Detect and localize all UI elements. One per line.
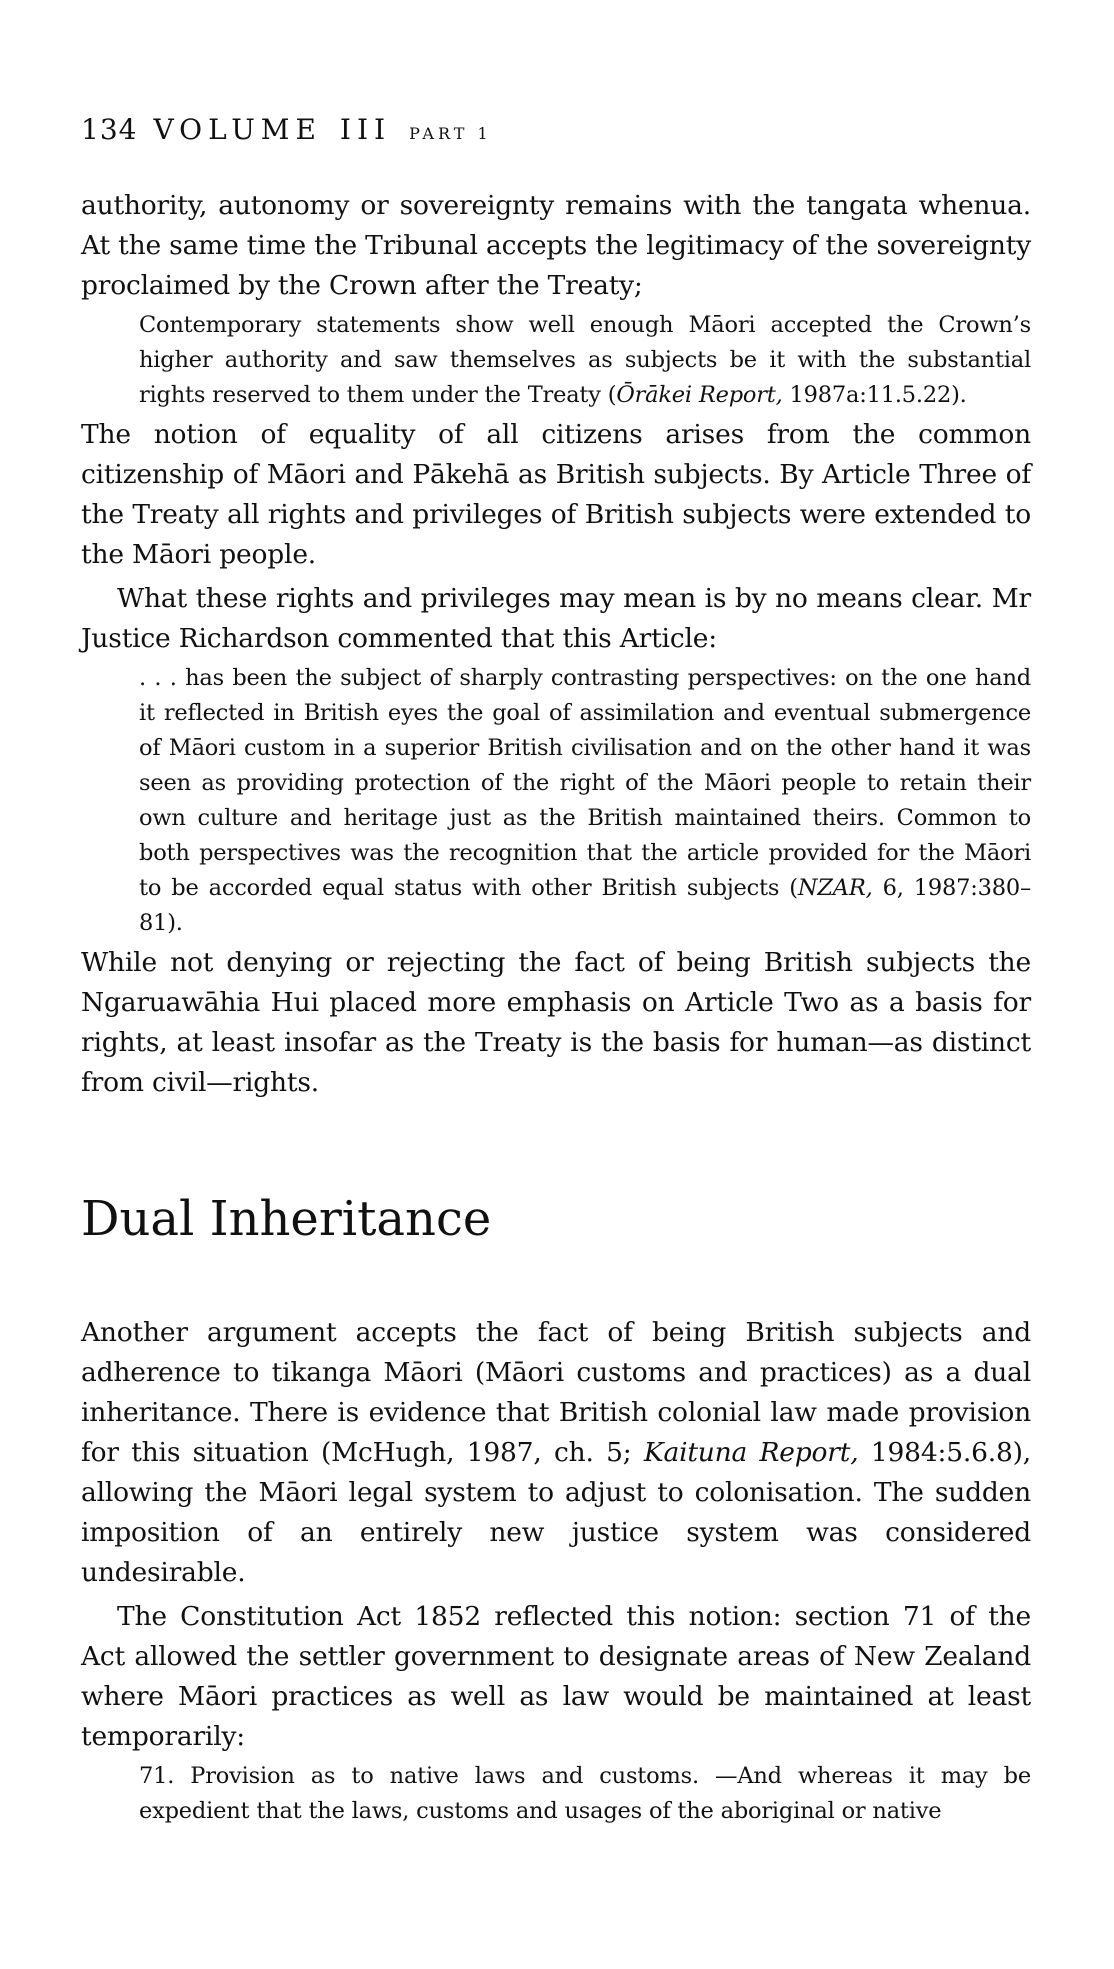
part-label: PART 1 [409,124,492,143]
paragraph-2: The notion of equality of all citizens arises from the common citizenship of Māori and Pākehā as British subjects. By Article Three of the Treaty all rights and privileges of British subjects were extended to the Māori people. [81,419,1031,570]
volume-label: VOLUME [153,113,322,146]
paragraph-5-tail: 1984:5.6.8), allowing the Māori legal system to adjust to colonisation. The sudden imposition of an entirely new justice system was considered undesirable. [81,1437,1032,1588]
paragraph-1: authority, autonomy or sovereignty remains with the tangata whenua. At the same time the Tribunal accepts the legitimacy of the sovereignty proclaimed by the Crown after the Treaty; [81,190,1031,301]
paragraph-5-citation: Kaituna Report, [643,1437,859,1468]
document-page [81,112,1031,1831]
block-quote-2-tail: 6, 1987:380–81). [139,875,1031,936]
paragraph-6: The Constitution Act 1852 reflected this notion: section 71 of the Act allowed the settler government to designate areas of New Zealand where Māori practices as well as law would be maintained at least temporarily: [81,1601,1031,1752]
block-quote-1 [81,308,1031,413]
running-head [81,112,1031,152]
paragraph-4: While not denying or rejecting the fact of being British subjects the Ngaruawāhia Hui placed more emphasis on Article Two as a basis for rights, at least insofar as the Treaty is the basis for human—as distinct from civil—rights. [81,947,1031,1098]
block-quote-1-citation: Ōrākei Report, [616,382,783,408]
volume-number: III [339,113,392,146]
paragraph-5-text: Another argument accepts the fact of being British subjects and adherence to tikanga Māori (Māori customs and practices) as a dual inheritance. There is evidence that British colonial law made provision for this situation (McHugh, 1987, ch. 5; [81,1317,1031,1468]
block-quote-1-tail: 1987a:11.5.22). [782,382,967,408]
block-quote-3: 71. Provision as to native laws and customs. —And whereas it may be expedient that the laws, customs and usages of the aboriginal or native [139,1763,1031,1824]
section-heading: Dual Inheritance [81,1191,492,1247]
paragraph-3: What these rights and privileges may mean is by no means clear. Mr Justice Richardson commented that this Article: [81,583,1031,654]
paragraph-5 [81,1313,1031,1593]
block-quote-1-text: Contemporary statements show well enough Māori accepted the Crown’s higher authority and saw themselves as subjects be it with the substantial rights reserved to them under the Treaty ( [139,312,1031,408]
block-quote-2-citation: NZAR, [797,875,873,901]
block-quote-2-text: . . . has been the subject of sharply contrasting perspectives: on the one hand it reflected in British eyes the goal of assimilation and eventual submergence of Māori custom in a superior British civilisation and on the other hand it was seen as providing protection of the right of the Māori people to retain their own culture and heritage just as the British maintained theirs. Common to both perspectives was the recognition that the article provided for the Māori to be accorded equal status with other British subjects ( [139,665,1031,901]
page-number: 134 [81,113,138,146]
block-quote-2 [81,661,1031,941]
